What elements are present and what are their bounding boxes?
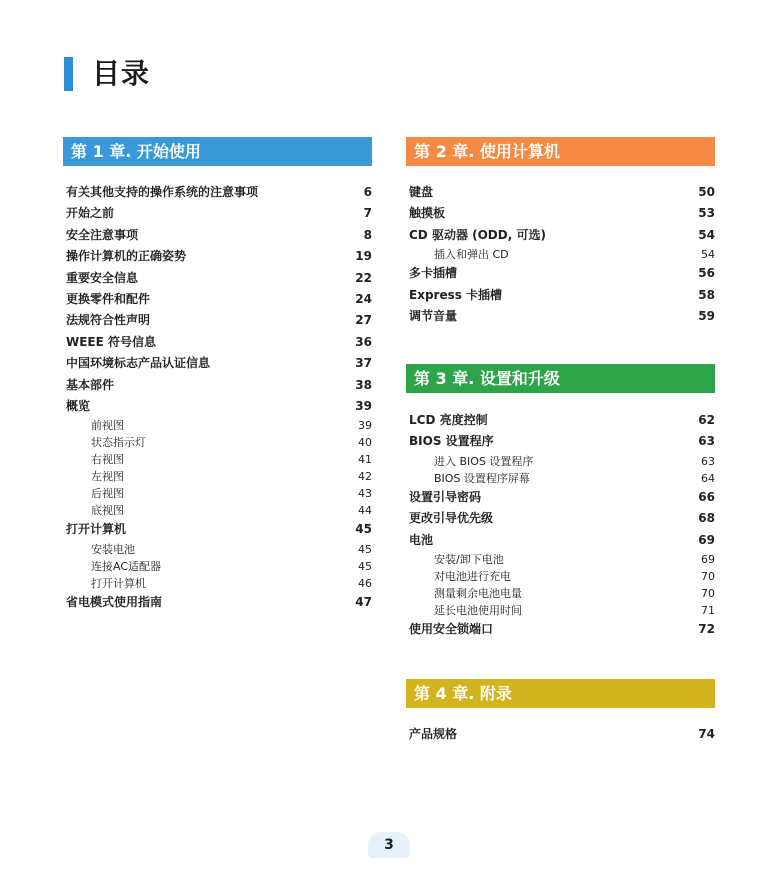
toc-entry[interactable] xyxy=(66,310,372,331)
toc-entry-title: 更换零件和配件 xyxy=(66,291,151,306)
toc-subentry-page: 46 xyxy=(358,576,372,590)
toc-entry-title: CD 驱动器 (ODD, 可选) xyxy=(409,227,546,242)
toc-subentry[interactable] xyxy=(66,502,372,519)
toc-subentry-page: 71 xyxy=(701,603,715,617)
toc-subentry[interactable] xyxy=(409,470,715,487)
toc-subentry-title: 安装/卸下电池 xyxy=(434,552,504,566)
toc-entry[interactable] xyxy=(409,203,715,224)
toc-subentry[interactable] xyxy=(409,453,715,470)
toc-entry-page: 62 xyxy=(698,413,715,427)
toc-entry-title: 法规符合性声明 xyxy=(66,313,151,328)
toc-entry-title: 省电模式使用指南 xyxy=(66,594,163,609)
toc-entry-title: 概览 xyxy=(66,398,91,413)
toc-entry-page: 24 xyxy=(355,291,372,306)
toc-entry[interactable] xyxy=(66,246,372,267)
toc-entry-title: 中国环境标志产品认证信息 xyxy=(66,356,211,371)
toc-entry-title: 操作计算机的正确姿势 xyxy=(66,249,187,264)
toc-subentry[interactable] xyxy=(409,246,715,263)
toc-entry-page: 19 xyxy=(355,249,372,264)
toc-subentry-page: 45 xyxy=(358,542,372,556)
chapter-1-label: 第 1 章. 开始使用 xyxy=(71,142,201,161)
chapter-3-heading[interactable] xyxy=(406,364,715,393)
toc-entry[interactable] xyxy=(409,410,715,431)
toc-entry[interactable] xyxy=(66,225,372,246)
toc-entry-page: 66 xyxy=(698,489,715,504)
toc-entry-page: 38 xyxy=(355,377,372,392)
toc-entry-title: 多卡插槽 xyxy=(409,266,458,281)
toc-entry[interactable] xyxy=(409,724,715,745)
toc-subentry-title: 底视图 xyxy=(91,504,124,518)
toc-subentry[interactable] xyxy=(409,602,715,619)
toc-entry-page: 27 xyxy=(355,313,372,328)
chapter-3-entries xyxy=(409,410,715,640)
toc-subentry[interactable] xyxy=(66,417,372,434)
toc-subentry-page: 39 xyxy=(358,419,372,433)
toc-subentry-title: 安装电池 xyxy=(91,542,135,556)
toc-subentry-title: 对电池进行充电 xyxy=(434,569,511,583)
toc-entry-title: 开始之前 xyxy=(66,206,115,221)
toc-entry[interactable] xyxy=(409,263,715,284)
toc-entry[interactable] xyxy=(66,353,372,374)
toc-subentry-page: 40 xyxy=(358,436,372,450)
toc-entry-title: 基本部件 xyxy=(66,377,115,392)
toc-entry-title: 有关其他支持的操作系统的注意事项 xyxy=(66,185,259,199)
toc-entry[interactable] xyxy=(409,431,715,452)
toc-subentry-title: 左视图 xyxy=(91,470,124,484)
toc-subentry[interactable] xyxy=(66,434,372,451)
toc-subentry-page: 43 xyxy=(358,487,372,501)
toc-entry-page: 36 xyxy=(355,334,372,349)
toc-entry-page: 68 xyxy=(698,511,715,526)
toc-entry[interactable] xyxy=(66,182,372,203)
chapter-2-label: 第 2 章. 使用计算机 xyxy=(414,142,560,161)
chapter-1-entries xyxy=(66,182,372,613)
page-number: 3 xyxy=(368,832,410,858)
toc-subentry[interactable] xyxy=(66,451,372,468)
toc-entry-title: 更改引导优先级 xyxy=(409,511,494,526)
toc-subentry-title: BIOS 设置程序屏幕 xyxy=(434,471,530,485)
toc-entry-title: 产品规格 xyxy=(409,727,458,741)
toc-entry-page: 74 xyxy=(698,727,715,741)
toc-entry[interactable] xyxy=(409,182,715,203)
toc-subentry[interactable] xyxy=(409,551,715,568)
toc-entry-page: 58 xyxy=(698,287,715,302)
toc-subentry-title: 右视图 xyxy=(91,453,124,467)
toc-entry[interactable] xyxy=(409,508,715,529)
toc-entry-title: 电池 xyxy=(409,532,434,547)
toc-subentry-title: 进入 BIOS 设置程序 xyxy=(434,454,534,468)
toc-subentry-page: 70 xyxy=(701,569,715,583)
toc-entry-page: 47 xyxy=(355,594,372,609)
toc-entry[interactable] xyxy=(66,332,372,353)
toc-entry[interactable] xyxy=(409,285,715,306)
page-title: 目录 xyxy=(92,57,151,90)
toc-entry[interactable] xyxy=(66,519,372,540)
toc-entry[interactable] xyxy=(409,306,715,327)
toc-subentry[interactable] xyxy=(409,585,715,602)
toc-entry-page: 72 xyxy=(698,621,715,636)
toc-subentry[interactable] xyxy=(66,541,372,558)
toc-subentry-page: 41 xyxy=(358,453,372,467)
toc-subentry[interactable] xyxy=(66,575,372,592)
toc-entry[interactable] xyxy=(66,375,372,396)
chapter-3-label: 第 3 章. 设置和升级 xyxy=(414,369,560,388)
toc-subentry-title: 连接AC适配器 xyxy=(91,559,162,573)
toc-entry[interactable] xyxy=(66,268,372,289)
chapter-1-heading[interactable] xyxy=(63,137,372,166)
toc-subentry-page: 44 xyxy=(358,504,372,518)
toc-subentry-page: 69 xyxy=(701,552,715,566)
toc-entry-title: 触摸板 xyxy=(409,206,446,221)
toc-entry-page: 22 xyxy=(355,270,372,285)
toc-entry-title: 使用安全锁端口 xyxy=(409,621,494,636)
toc-entry-title: 安全注意事项 xyxy=(66,227,139,242)
toc-entry-page: 53 xyxy=(698,206,715,221)
toc-entry-page: 37 xyxy=(355,356,372,371)
toc-entry-title: 设置引导密码 xyxy=(409,489,482,504)
toc-subentry-page: 64 xyxy=(701,471,715,485)
chapter-2-heading[interactable] xyxy=(406,137,715,166)
toc-entry[interactable] xyxy=(66,592,372,613)
toc-subentry[interactable] xyxy=(66,485,372,502)
toc-subentry-page: 54 xyxy=(701,248,715,262)
toc-entry[interactable] xyxy=(409,487,715,508)
toc-entry-page: 39 xyxy=(355,398,372,413)
toc-entry[interactable] xyxy=(66,203,372,224)
toc-entry-page: 45 xyxy=(355,522,372,537)
toc-entry[interactable] xyxy=(66,289,372,310)
toc-entry-page: 63 xyxy=(698,434,715,449)
toc-entry-title: Express 卡插槽 xyxy=(409,287,503,302)
toc-subentry[interactable] xyxy=(409,568,715,585)
toc-entry-title: 调节音量 xyxy=(409,308,458,323)
toc-subentry[interactable] xyxy=(66,468,372,485)
toc-entry[interactable] xyxy=(409,619,715,640)
toc-subentry-title: 延长电池使用时间 xyxy=(434,603,522,617)
toc-entry-title: BIOS 设置程序 xyxy=(409,434,494,449)
toc-subentry-title: 前视图 xyxy=(91,419,124,433)
toc-subentry-title: 状态指示灯 xyxy=(91,436,146,450)
toc-entry-title: LCD 亮度控制 xyxy=(409,413,488,427)
toc-entry-page: 54 xyxy=(698,227,715,242)
toc-entry[interactable] xyxy=(409,530,715,551)
toc-entry-title: 打开计算机 xyxy=(66,522,127,537)
toc-subentry-page: 42 xyxy=(358,470,372,484)
toc-entry-title: WEEE 符号信息 xyxy=(66,334,157,349)
toc-entry[interactable] xyxy=(409,225,715,246)
toc-entry-page: 50 xyxy=(698,185,715,199)
toc-subentry-title: 测量剩余电池电量 xyxy=(434,586,522,600)
toc-subentry-title: 插入和弹出 CD xyxy=(434,248,509,262)
toc-entry-page: 59 xyxy=(698,308,715,323)
chapter-4-heading[interactable] xyxy=(406,679,715,708)
chapter-4-entries xyxy=(409,724,715,745)
toc-entry-title: 键盘 xyxy=(409,185,434,199)
title-accent-bar xyxy=(64,57,73,91)
toc-subentry[interactable] xyxy=(66,558,372,575)
chapter-2-entries xyxy=(409,182,715,327)
toc-subentry-page: 63 xyxy=(701,454,715,468)
toc-subentry-title: 打开计算机 xyxy=(91,576,146,590)
toc-entry[interactable] xyxy=(66,396,372,417)
toc-entry-page: 7 xyxy=(363,206,372,221)
toc-entry-title: 重要安全信息 xyxy=(66,270,139,285)
toc-entry-page: 6 xyxy=(363,185,372,199)
toc-entry-page: 56 xyxy=(698,266,715,281)
toc-subentry-title: 后视图 xyxy=(91,487,124,501)
toc-subentry-page: 45 xyxy=(358,559,372,573)
toc-entry-page: 8 xyxy=(363,227,372,242)
chapter-4-label: 第 4 章. 附录 xyxy=(414,684,512,703)
toc-subentry-page: 70 xyxy=(701,586,715,600)
toc-entry-page: 69 xyxy=(698,532,715,547)
